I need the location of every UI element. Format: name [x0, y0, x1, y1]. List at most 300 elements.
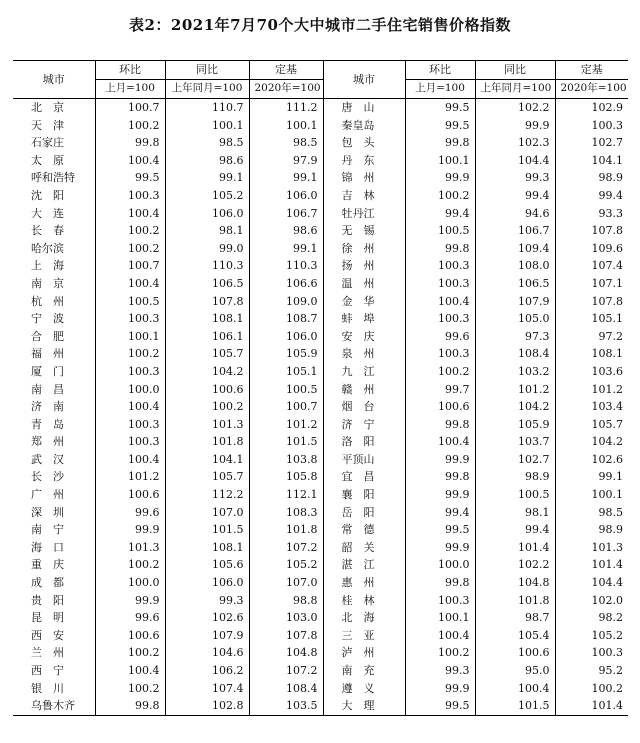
mom-cell: 100.4 [95, 451, 165, 469]
yoy-cell: 105.0 [475, 310, 555, 328]
table-row [13, 99, 628, 117]
mom-cell: 100.3 [95, 363, 165, 381]
city-name-cell: 襄 阳 [323, 486, 405, 504]
base-cell: 106.6 [249, 275, 323, 293]
yoy-cell: 102.2 [475, 556, 555, 574]
mom-cell: 100.7 [95, 257, 165, 275]
city-name-cell: 泉 州 [323, 345, 405, 363]
base-cell: 98.6 [249, 222, 323, 240]
yoy-cell: 104.6 [165, 644, 249, 662]
yoy-cell: 103.2 [475, 363, 555, 381]
base-cell: 99.1 [598, 470, 623, 484]
base-cell: 107.2 [249, 662, 323, 680]
city-name-cell: 泸 州 [323, 644, 405, 662]
base-cell: 108.7 [249, 310, 323, 328]
base-cell: 103.6 [591, 364, 623, 378]
base-cell: 97.9 [249, 152, 323, 170]
table-row [13, 504, 628, 522]
yoy-cell: 102.3 [475, 134, 555, 152]
yoy-cell: 104.8 [475, 574, 555, 592]
base-cell: 107.0 [249, 574, 323, 592]
city-name-cell: 岳 阳 [323, 504, 405, 522]
yoy-cell: 100.6 [165, 381, 249, 399]
yoy-cell: 106.1 [165, 328, 249, 346]
yoy-cell: 110.3 [165, 257, 249, 275]
mom-cell: 99.4 [405, 205, 475, 223]
city-name-cell: 厦 门 [13, 363, 95, 381]
city-name-cell: 唐 山 [323, 99, 405, 117]
header-yoy-sub-left: 上年同月=100 [165, 80, 249, 99]
city-name-cell: 南 京 [13, 275, 95, 293]
mom-cell: 100.2 [95, 117, 165, 135]
city-name-cell: 吉 林 [323, 187, 405, 205]
mom-cell: 100.2 [95, 345, 165, 363]
yoy-cell: 106.0 [165, 205, 249, 223]
yoy-cell: 101.5 [165, 521, 249, 539]
table-row [13, 574, 628, 592]
yoy-cell: 108.4 [475, 345, 555, 363]
mom-cell: 100.3 [95, 187, 165, 205]
city-name-cell: 福 州 [13, 345, 95, 363]
mom-cell: 100.1 [405, 152, 475, 170]
mom-cell: 100.3 [405, 257, 475, 275]
yoy-cell: 101.3 [165, 416, 249, 434]
base-cell: 108.3 [249, 504, 323, 522]
table-row [13, 240, 628, 258]
table-row [13, 433, 628, 451]
mom-cell: 100.0 [95, 574, 165, 592]
mom-cell: 99.4 [405, 504, 475, 522]
table-row [13, 345, 628, 363]
base-cell: 103.5 [249, 697, 323, 715]
table-row [13, 293, 628, 311]
mom-cell: 100.5 [405, 222, 475, 240]
city-name-cell: 长 春 [13, 222, 95, 240]
mom-cell: 99.9 [95, 592, 165, 610]
yoy-cell: 106.7 [475, 222, 555, 240]
header-row-groups [13, 61, 628, 80]
base-cell: 102.9 [591, 101, 623, 114]
base-cell: 107.1 [591, 276, 623, 290]
base-cell: 99.4 [598, 188, 623, 202]
table-row [13, 257, 628, 275]
yoy-cell: 107.9 [475, 293, 555, 311]
table-row [13, 381, 628, 399]
mom-cell: 100.1 [95, 328, 165, 346]
mom-cell: 101.3 [95, 539, 165, 557]
mom-cell: 100.4 [95, 205, 165, 223]
city-name-cell: 济 宁 [323, 416, 405, 434]
yoy-cell: 108.0 [475, 257, 555, 275]
mom-cell: 100.4 [405, 433, 475, 451]
page-title: 表2：2021年7月70个大中城市二手住宅销售价格指数 [129, 16, 511, 34]
city-name-cell: 三 亚 [323, 627, 405, 645]
city-name-cell: 海 口 [13, 539, 95, 557]
base-cell: 103.4 [591, 400, 623, 414]
base-cell: 105.7 [591, 417, 623, 431]
city-name-cell: 北 京 [13, 99, 95, 117]
yoy-cell: 101.2 [475, 381, 555, 399]
city-name-cell: 上 海 [13, 257, 95, 275]
base-cell: 103.8 [249, 451, 323, 469]
city-name-cell: 锦 州 [323, 169, 405, 187]
base-cell: 100.2 [591, 681, 623, 695]
mom-cell: 99.9 [405, 539, 475, 557]
table-row [13, 627, 628, 645]
mom-cell: 101.2 [95, 468, 165, 486]
table-row [13, 680, 628, 698]
yoy-cell: 98.7 [475, 609, 555, 627]
header-mom-sub-left: 上月=100 [95, 80, 165, 99]
yoy-cell: 105.7 [165, 468, 249, 486]
yoy-cell: 106.5 [475, 275, 555, 293]
base-cell: 100.1 [249, 117, 323, 135]
base-cell: 105.2 [249, 556, 323, 574]
yoy-cell: 99.3 [475, 169, 555, 187]
mom-cell: 100.4 [95, 398, 165, 416]
base-cell: 103.0 [249, 609, 323, 627]
city-name-cell: 深 圳 [13, 504, 95, 522]
mom-cell: 99.5 [405, 117, 475, 135]
yoy-cell: 101.8 [475, 592, 555, 610]
mom-cell: 99.7 [405, 381, 475, 399]
yoy-cell: 106.5 [165, 275, 249, 293]
base-cell: 102.7 [591, 136, 623, 150]
yoy-cell: 102.2 [475, 99, 555, 117]
city-name-cell: 常 德 [323, 521, 405, 539]
base-cell: 98.5 [249, 134, 323, 152]
city-name-cell: 湛 江 [323, 556, 405, 574]
mom-cell: 99.8 [95, 134, 165, 152]
mom-cell: 100.3 [405, 275, 475, 293]
base-cell: 98.9 [598, 171, 623, 185]
mom-cell: 99.9 [405, 451, 475, 469]
mom-cell: 99.8 [405, 468, 475, 486]
yoy-cell: 105.6 [165, 556, 249, 574]
table-row [13, 662, 628, 680]
yoy-cell: 102.7 [475, 451, 555, 469]
mom-cell: 100.2 [405, 644, 475, 662]
yoy-cell: 109.4 [475, 240, 555, 258]
yoy-cell: 108.1 [165, 310, 249, 328]
base-cell: 105.9 [249, 345, 323, 363]
mom-cell: 100.7 [95, 99, 165, 117]
city-name-cell: 南 昌 [13, 381, 95, 399]
table-row [13, 152, 628, 170]
city-name-cell: 丹 东 [323, 152, 405, 170]
base-cell: 102.6 [591, 452, 623, 466]
base-cell: 110.3 [249, 257, 323, 275]
table-row [13, 310, 628, 328]
price-index-table [13, 60, 628, 716]
city-name-cell: 韶 关 [323, 539, 405, 557]
base-cell: 99.1 [249, 169, 323, 187]
mom-cell: 100.5 [95, 293, 165, 311]
yoy-cell: 98.9 [475, 468, 555, 486]
mom-cell: 99.9 [405, 680, 475, 698]
city-name-cell: 大 连 [13, 205, 95, 223]
city-name-cell: 合 肥 [13, 328, 95, 346]
mom-cell: 100.2 [95, 644, 165, 662]
mom-cell: 100.2 [405, 363, 475, 381]
yoy-cell: 94.6 [475, 205, 555, 223]
yoy-cell: 105.2 [165, 187, 249, 205]
city-name-cell: 银 川 [13, 680, 95, 698]
table-row [13, 556, 628, 574]
mom-cell: 100.3 [405, 592, 475, 610]
header-base-left: 定基 [249, 61, 323, 80]
base-cell: 106.7 [249, 205, 323, 223]
city-name-cell: 金 华 [323, 293, 405, 311]
table-row [13, 398, 628, 416]
table-row [13, 275, 628, 293]
base-cell: 100.3 [591, 646, 623, 660]
table-row [13, 609, 628, 627]
mom-cell: 99.5 [405, 521, 475, 539]
header-base-sub-left: 2020年=100 [249, 80, 323, 99]
mom-cell: 99.9 [405, 169, 475, 187]
base-cell: 107.8 [591, 294, 623, 308]
base-cell: 99.1 [249, 240, 323, 258]
city-name-cell: 天 津 [13, 117, 95, 135]
base-cell: 100.5 [249, 381, 323, 399]
header-city-right: 城市 [323, 61, 405, 99]
header-base-sub-right: 2020年=100 [555, 80, 628, 99]
city-name-cell: 呼和浩特 [13, 169, 95, 187]
city-name-cell: 长 沙 [13, 468, 95, 486]
yoy-cell: 106.2 [165, 662, 249, 680]
header-mom-sub-right: 上月=100 [405, 80, 475, 99]
base-cell: 101.4 [555, 697, 628, 715]
city-name-cell: 惠 州 [323, 574, 405, 592]
base-cell: 101.5 [249, 433, 323, 451]
city-name-cell: 太 原 [13, 152, 95, 170]
yoy-cell: 99.3 [165, 592, 249, 610]
city-name-cell: 桂 林 [323, 592, 405, 610]
city-name-cell: 哈尔滨 [13, 240, 95, 258]
city-name-cell: 石家庄 [13, 134, 95, 152]
base-cell: 107.8 [591, 224, 623, 238]
mom-cell: 99.3 [405, 662, 475, 680]
mom-cell: 99.8 [405, 240, 475, 258]
city-name-cell: 西 宁 [13, 662, 95, 680]
yoy-cell: 110.7 [165, 99, 249, 117]
base-cell: 104.4 [591, 576, 623, 590]
city-name-cell: 济 南 [13, 398, 95, 416]
base-cell: 111.2 [249, 99, 323, 117]
yoy-cell: 100.6 [475, 644, 555, 662]
table-row [13, 697, 628, 715]
base-cell: 100.3 [591, 118, 623, 132]
mom-cell: 99.9 [95, 521, 165, 539]
header-yoy-right: 同比 [475, 61, 555, 80]
city-name-cell: 遵 义 [323, 680, 405, 698]
base-cell: 101.8 [249, 521, 323, 539]
city-name-cell: 宜 昌 [323, 468, 405, 486]
yoy-cell: 100.4 [475, 680, 555, 698]
base-cell: 95.2 [598, 664, 623, 677]
base-cell: 109.6 [591, 241, 623, 255]
city-name-cell: 杭 州 [13, 293, 95, 311]
city-name-cell: 扬 州 [323, 257, 405, 275]
city-name-cell: 昆 明 [13, 609, 95, 627]
base-cell: 106.0 [249, 328, 323, 346]
mom-cell: 99.5 [405, 697, 475, 715]
city-name-cell: 无 锡 [323, 222, 405, 240]
yoy-cell: 105.4 [475, 627, 555, 645]
mom-cell: 100.2 [95, 222, 165, 240]
city-name-cell: 赣 州 [323, 381, 405, 399]
city-name-cell: 武 汉 [13, 451, 95, 469]
yoy-cell: 104.4 [475, 152, 555, 170]
mom-cell: 99.6 [405, 328, 475, 346]
table-row [13, 328, 628, 346]
header-mom-right: 环比 [405, 61, 475, 80]
table-row [13, 134, 628, 152]
base-cell: 100.7 [249, 398, 323, 416]
mom-cell: 99.8 [95, 697, 165, 715]
yoy-cell: 107.4 [165, 680, 249, 698]
yoy-cell: 106.0 [165, 574, 249, 592]
table-row [13, 539, 628, 557]
header-city-left: 城市 [13, 61, 95, 99]
city-name-cell: 西 安 [13, 627, 95, 645]
yoy-cell: 112.2 [165, 486, 249, 504]
base-cell: 108.4 [249, 680, 323, 698]
city-name-cell: 北 海 [323, 609, 405, 627]
yoy-cell: 101.4 [475, 539, 555, 557]
yoy-cell: 104.2 [475, 398, 555, 416]
mom-cell: 100.3 [405, 310, 475, 328]
base-cell: 107.2 [249, 539, 323, 557]
base-cell: 105.8 [249, 468, 323, 486]
header-yoy-left: 同比 [165, 61, 249, 80]
base-cell: 104.8 [249, 644, 323, 662]
yoy-cell: 107.0 [165, 504, 249, 522]
mom-cell: 100.2 [95, 240, 165, 258]
table-row [13, 205, 628, 223]
city-name-cell: 九 江 [323, 363, 405, 381]
base-cell: 105.2 [591, 628, 623, 642]
city-name-cell: 徐 州 [323, 240, 405, 258]
base-cell: 104.2 [591, 435, 623, 449]
city-name-cell: 郑 州 [13, 433, 95, 451]
mom-cell: 100.1 [405, 609, 475, 627]
table-row [13, 468, 628, 486]
base-cell: 98.2 [598, 611, 623, 625]
header-row-subs [13, 80, 628, 99]
base-cell: 101.3 [591, 540, 623, 554]
city-name-cell: 安 庆 [323, 328, 405, 346]
city-name-cell: 大 理 [323, 697, 405, 715]
city-name-cell: 广 州 [13, 486, 95, 504]
mom-cell: 100.2 [95, 556, 165, 574]
table-row [13, 222, 628, 240]
base-cell: 102.0 [591, 593, 623, 607]
base-cell: 107.8 [249, 627, 323, 645]
city-name-cell: 洛 阳 [323, 433, 405, 451]
city-name-cell: 成 都 [13, 574, 95, 592]
mom-cell: 99.5 [95, 169, 165, 187]
mom-cell: 100.6 [95, 486, 165, 504]
yoy-cell: 107.9 [165, 627, 249, 645]
base-cell: 97.2 [598, 329, 623, 343]
base-cell: 100.1 [591, 488, 623, 502]
yoy-cell: 104.2 [165, 363, 249, 381]
city-name-cell: 蚌 埠 [323, 310, 405, 328]
yoy-cell: 99.1 [165, 169, 249, 187]
table-row [13, 416, 628, 434]
city-name-cell: 包 头 [323, 134, 405, 152]
mom-cell: 100.0 [405, 556, 475, 574]
city-name-cell: 宁 波 [13, 310, 95, 328]
mom-cell: 100.2 [95, 680, 165, 698]
city-name-cell: 青 岛 [13, 416, 95, 434]
city-name-cell: 烟 台 [323, 398, 405, 416]
table-row [13, 486, 628, 504]
yoy-cell: 105.9 [475, 416, 555, 434]
yoy-cell: 103.7 [475, 433, 555, 451]
base-cell: 93.3 [598, 206, 623, 220]
header-mom-left: 环比 [95, 61, 165, 80]
base-cell: 105.1 [249, 363, 323, 381]
mom-cell: 99.8 [405, 134, 475, 152]
mom-cell: 100.3 [95, 310, 165, 328]
base-cell: 98.5 [598, 505, 623, 519]
mom-cell: 100.3 [405, 345, 475, 363]
table-row [13, 187, 628, 205]
mom-cell: 99.9 [405, 486, 475, 504]
yoy-cell: 105.7 [165, 345, 249, 363]
city-name-cell: 牡丹江 [323, 205, 405, 223]
city-name-cell: 南 充 [323, 662, 405, 680]
city-name-cell: 贵 阳 [13, 592, 95, 610]
table-row [13, 592, 628, 610]
mom-cell: 100.6 [95, 627, 165, 645]
city-name-cell: 南 宁 [13, 521, 95, 539]
table-row [13, 521, 628, 539]
yoy-cell: 99.9 [475, 117, 555, 135]
mom-cell: 100.0 [95, 381, 165, 399]
base-cell: 101.4 [591, 558, 623, 572]
mom-cell: 100.4 [95, 152, 165, 170]
yoy-cell: 99.4 [475, 187, 555, 205]
city-name-cell: 兰 州 [13, 644, 95, 662]
mom-cell: 99.6 [95, 504, 165, 522]
table-row [13, 644, 628, 662]
header-yoy-sub-right: 上年同月=100 [475, 80, 555, 99]
city-name-cell: 秦皇岛 [323, 117, 405, 135]
yoy-cell: 104.1 [165, 451, 249, 469]
city-name-cell: 平顶山 [323, 451, 405, 469]
yoy-cell: 98.5 [165, 134, 249, 152]
yoy-cell: 95.0 [475, 662, 555, 680]
city-name-cell: 重 庆 [13, 556, 95, 574]
mom-cell: 100.6 [405, 398, 475, 416]
table-row [13, 451, 628, 469]
yoy-cell: 107.8 [165, 293, 249, 311]
mom-cell: 99.5 [405, 99, 475, 117]
city-name-cell: 乌鲁木齐 [13, 697, 95, 715]
base-cell: 98.9 [598, 523, 623, 537]
mom-cell: 99.8 [405, 574, 475, 592]
mom-cell: 100.3 [95, 433, 165, 451]
yoy-cell: 108.1 [165, 539, 249, 557]
yoy-cell: 98.1 [165, 222, 249, 240]
yoy-cell: 100.1 [165, 117, 249, 135]
yoy-cell: 100.5 [475, 486, 555, 504]
base-cell: 108.1 [591, 347, 623, 361]
